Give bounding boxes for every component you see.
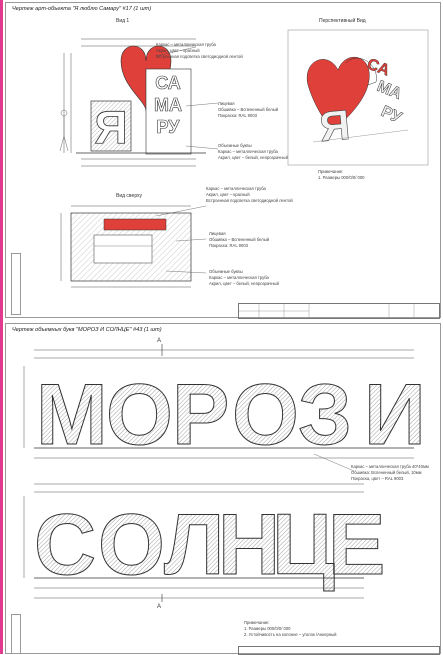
svg-text:МА: МА	[374, 77, 404, 104]
letter-ts: Ц	[272, 497, 335, 593]
callout-face-top: Лицевая Обшивка – Вспененный белый Покраска: RAL 9003	[209, 231, 270, 248]
persp-ya-letter: Я	[317, 100, 352, 151]
view-persp-label: Перспективный Вид	[319, 18, 366, 24]
callout-frame-top: Каркас – металлическая труба Акрил, цвет – красный Встроенная подсветка светодиодной лентой	[206, 186, 293, 203]
title-block	[238, 303, 440, 319]
callout-frame: Каркас – металлическая труба Акрил, цвет – красный Встроенная подсветка светодиодной лентой	[156, 42, 243, 59]
svg-text:СА: СА	[364, 55, 392, 80]
letter-i: И	[364, 367, 426, 463]
section-mark-top: А	[157, 338, 162, 344]
view-front-label: Вид 1	[116, 18, 130, 24]
persp-note: Примечание: 1. Размеры 000/0/0/ 000	[318, 169, 365, 180]
bottom-note: Примечание: 1. Размеры 000/0/0/ 000 2. Устойчивость на колонне – уголок /Анкерный	[244, 620, 337, 637]
callout-letters-top: Объемные буквы Каркас – металлическая труба Акрил, цвет – белый, непрозрачный	[209, 269, 279, 286]
view-top-label: Вид сверху	[116, 193, 143, 199]
callout-letters: Объемные буквы Каркас – металлическая труба Акрил, цвет – белый, непрозрачный	[218, 143, 288, 160]
drawing-sheet-1	[5, 2, 441, 318]
section-mark-bottom: А	[157, 604, 162, 610]
letter-n: Н	[218, 497, 281, 593]
letter-o2: О	[232, 367, 299, 463]
svg-text:РУ: РУ	[378, 103, 404, 127]
side-stamp	[11, 253, 21, 315]
left-margin-strip	[0, 0, 3, 654]
drawing-sheet-2	[5, 323, 441, 654]
letter-m: М	[36, 367, 108, 463]
sheet-title: Чертеж арт-объекта "Я люблю Самару" #17 (1 шт)	[12, 6, 152, 12]
front-ya-letter: Я	[94, 101, 128, 153]
letter-r: Р	[172, 367, 230, 463]
letter-o3: О	[98, 497, 165, 593]
letters-drawing	[14, 336, 434, 636]
perspective-view	[288, 30, 428, 165]
letter-l: Л	[164, 497, 225, 593]
sheet2-title: Чертеж объемных букв "МОРОЗ И СОЛНЦЕ" #43 (1 шт)	[12, 327, 162, 333]
letter-e: Е	[328, 497, 386, 593]
letter-s: С	[34, 497, 97, 593]
callout-face: Лицевая Обшивка – Вспененный белый Покраска: RAL 9003	[218, 101, 279, 118]
svg-text:МА: МА	[154, 95, 182, 115]
letter-z: З	[298, 367, 352, 463]
letter-o1: О	[106, 367, 173, 463]
svg-text:РУ: РУ	[156, 117, 180, 137]
svg-text:СА: СА	[155, 73, 181, 93]
callout-letters-2: Каркас – металлическая труба 40*40мм Обшивка: Вспененный белый, 10мм Покраска, цвет – RAL 9003	[351, 464, 429, 481]
